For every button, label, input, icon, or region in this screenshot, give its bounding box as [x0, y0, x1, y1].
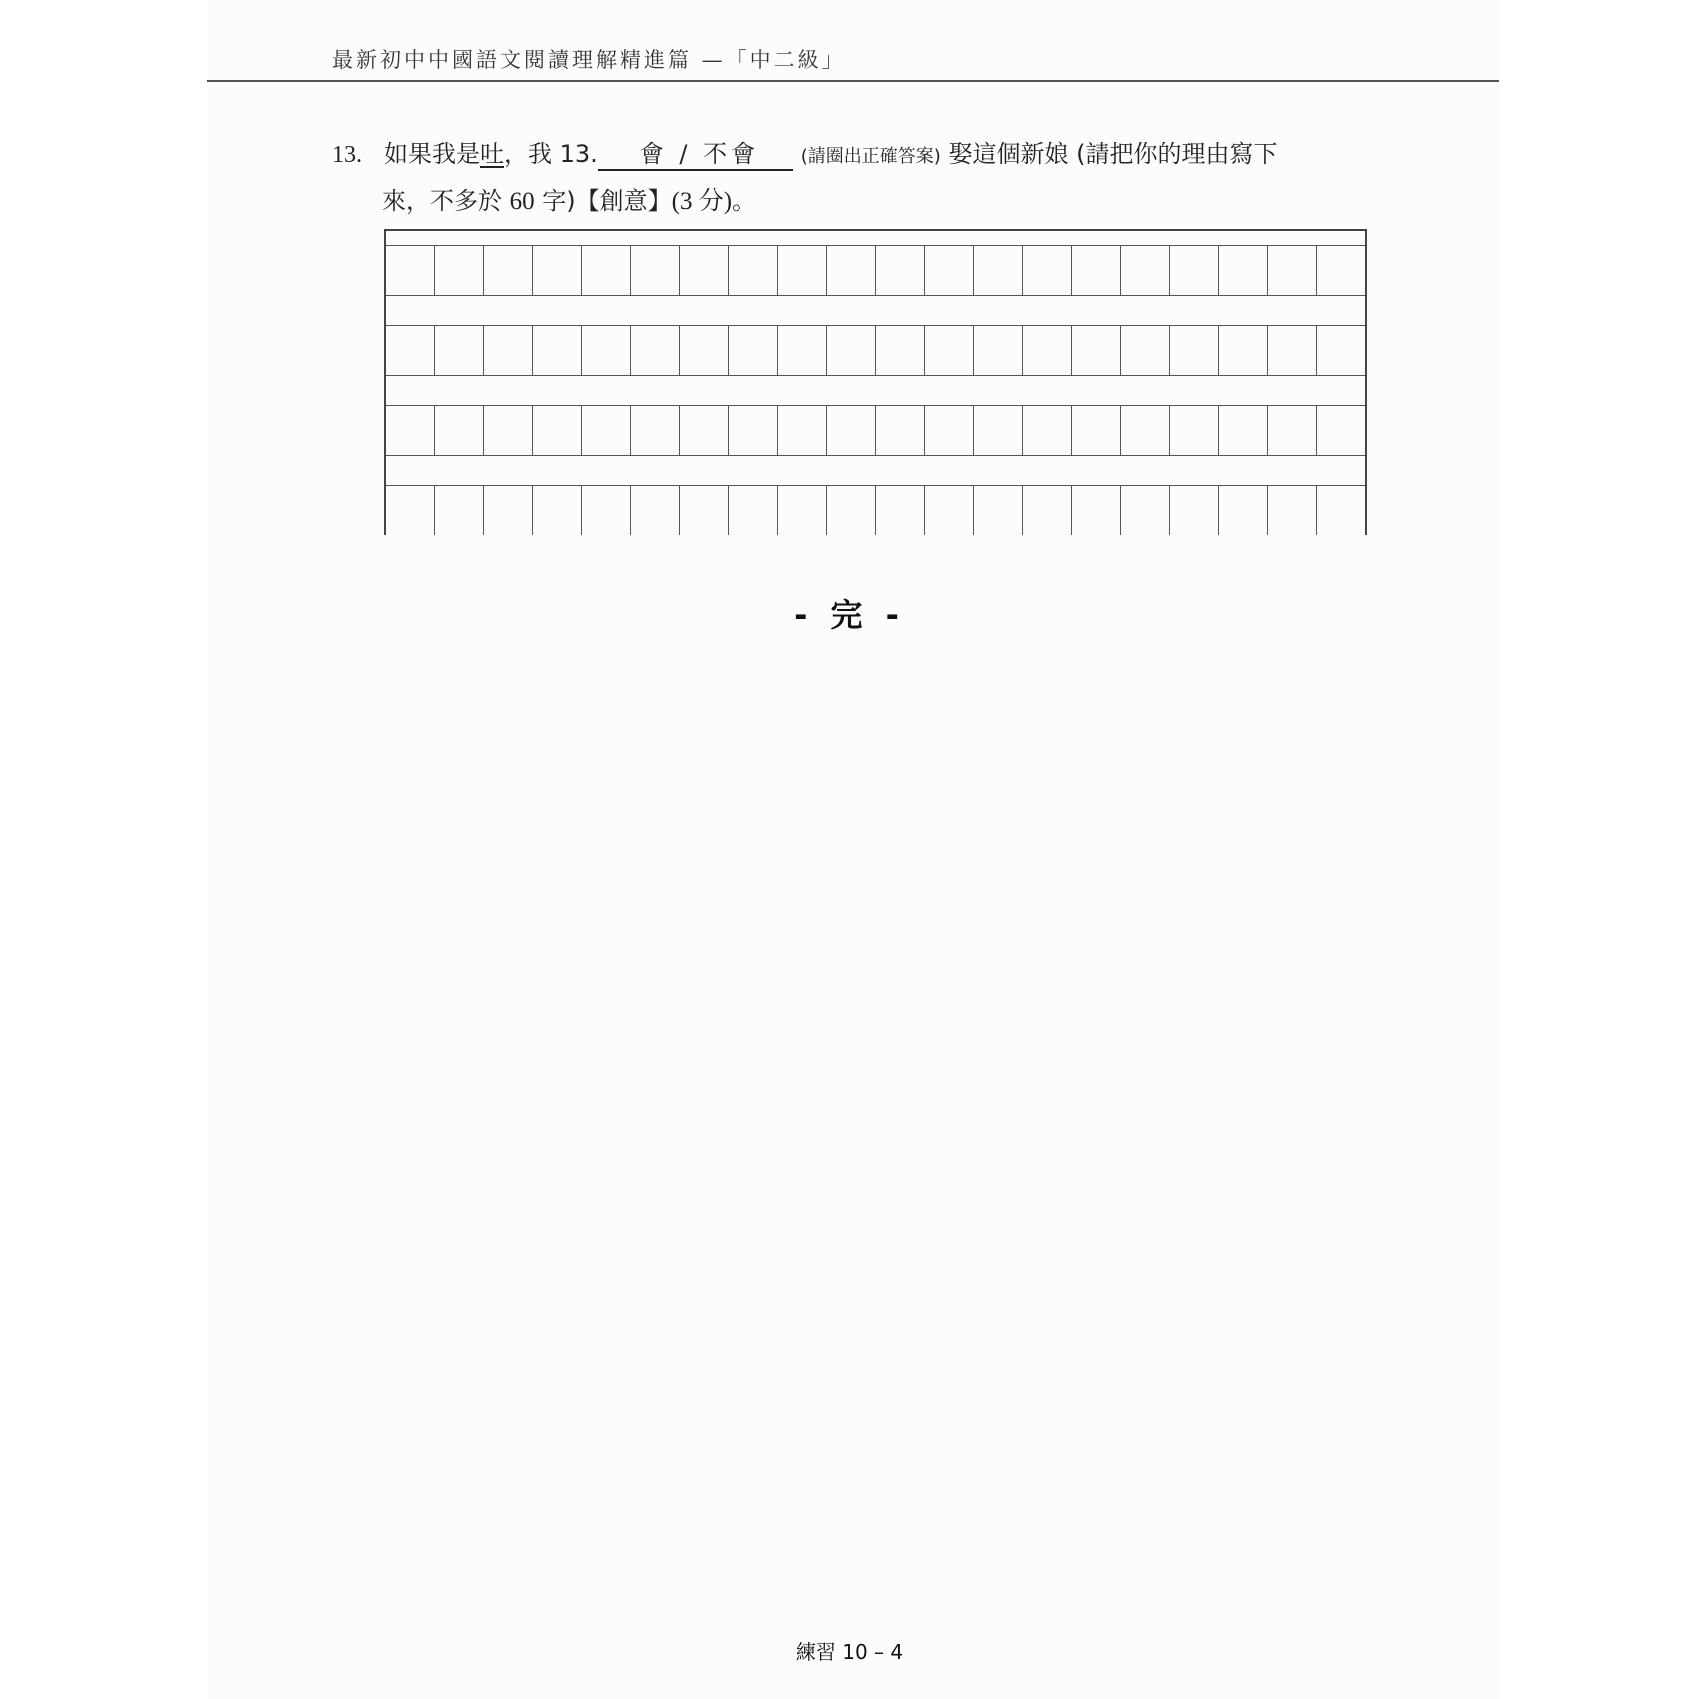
grid-row — [386, 486, 1365, 535]
grid-cell[interactable] — [1317, 406, 1365, 455]
grid-cell[interactable] — [925, 486, 974, 535]
grid-cell[interactable] — [1268, 406, 1317, 455]
grid-cell[interactable] — [533, 406, 582, 455]
grid-cell[interactable] — [1268, 326, 1317, 375]
grid-cell[interactable] — [1121, 246, 1170, 295]
grid-cell[interactable] — [533, 246, 582, 295]
question-13 — [332, 132, 1352, 224]
grid-cell[interactable] — [876, 406, 925, 455]
page-number: 練習 10 – 4 — [795, 1640, 904, 1664]
marks-label: (3 分) — [671, 188, 733, 215]
grid-cell[interactable] — [778, 326, 827, 375]
grid-spacer — [386, 296, 1365, 326]
circle-instruction: (請圈出正確答案) — [800, 146, 941, 167]
grid-row — [386, 326, 1365, 376]
grid-cell[interactable] — [827, 326, 876, 375]
running-header: 最新初中中國語文閱讀理解精進篇 —「中二級」 — [332, 48, 846, 72]
grid-cell[interactable] — [827, 406, 876, 455]
grid-cell[interactable] — [778, 246, 827, 295]
grid-cell[interactable] — [582, 326, 631, 375]
end-mark: - 完 - — [794, 596, 905, 634]
grid-cell[interactable] — [533, 326, 582, 375]
grid-cell[interactable] — [1317, 326, 1365, 375]
grid-cell[interactable] — [876, 486, 925, 535]
grid-cell[interactable] — [582, 406, 631, 455]
grid-cell[interactable] — [1170, 486, 1219, 535]
grid-cell[interactable] — [827, 246, 876, 295]
grid-cell[interactable] — [386, 326, 435, 375]
word-limit: 60 — [509, 188, 535, 215]
question-line-2 — [332, 179, 1352, 224]
grid-cell[interactable] — [1268, 246, 1317, 295]
grid-cell[interactable] — [1121, 326, 1170, 375]
grid-cell[interactable] — [680, 406, 729, 455]
header-divider — [207, 80, 1499, 82]
character-name: 吐 — [480, 140, 504, 168]
grid-cell[interactable] — [484, 406, 533, 455]
grid-cell[interactable] — [386, 406, 435, 455]
grid-cell[interactable] — [876, 246, 925, 295]
grid-cell[interactable] — [533, 486, 582, 535]
grid-cell[interactable] — [925, 246, 974, 295]
grid-row — [386, 406, 1365, 456]
question-text-a: 如果我是 — [384, 140, 480, 168]
grid-cell[interactable] — [582, 246, 631, 295]
question-number: 13. — [332, 142, 362, 168]
grid-cell[interactable] — [435, 406, 484, 455]
grid-cell[interactable] — [1170, 326, 1219, 375]
grid-cell[interactable] — [974, 406, 1023, 455]
grid-cell[interactable] — [729, 326, 778, 375]
grid-cell[interactable] — [1317, 246, 1365, 295]
grid-cell[interactable] — [729, 406, 778, 455]
question-text-b: ，我 13. — [504, 140, 598, 168]
question-text-c: 娶這個新娘 (請把你的理由寫下 — [940, 140, 1278, 168]
grid-cell[interactable] — [1023, 246, 1072, 295]
grid-cell[interactable] — [925, 326, 974, 375]
grid-cell[interactable] — [1219, 406, 1268, 455]
grid-cell[interactable] — [1023, 406, 1072, 455]
grid-cell[interactable] — [582, 486, 631, 535]
grid-cell[interactable] — [631, 326, 680, 375]
question-line2-b: 字)【創意】 — [534, 187, 672, 215]
grid-cell[interactable] — [1219, 486, 1268, 535]
grid-spacer — [386, 456, 1365, 486]
grid-cell[interactable] — [729, 246, 778, 295]
grid-cell[interactable] — [435, 246, 484, 295]
question-line-1 — [332, 132, 1352, 179]
grid-cell[interactable] — [631, 486, 680, 535]
grid-cell[interactable] — [435, 326, 484, 375]
grid-cell[interactable] — [631, 246, 680, 295]
grid-cell[interactable] — [1268, 486, 1317, 535]
answer-blank[interactable]: 會 / 不會 — [598, 139, 793, 171]
grid-cell[interactable] — [631, 406, 680, 455]
grid-cell[interactable] — [680, 326, 729, 375]
grid-cell[interactable] — [1072, 326, 1121, 375]
grid-spacer — [386, 376, 1365, 406]
grid-cell[interactable] — [1072, 486, 1121, 535]
grid-cell[interactable] — [484, 486, 533, 535]
grid-cell[interactable] — [974, 246, 1023, 295]
grid-cell[interactable] — [1023, 326, 1072, 375]
grid-cell[interactable] — [1170, 406, 1219, 455]
grid-cell[interactable] — [974, 326, 1023, 375]
grid-cell[interactable] — [484, 246, 533, 295]
grid-cell[interactable] — [680, 486, 729, 535]
question-line2-a: 來，不多於 — [382, 187, 510, 215]
grid-cell[interactable] — [1317, 486, 1365, 535]
grid-cell[interactable] — [778, 406, 827, 455]
grid-cell[interactable] — [1121, 486, 1170, 535]
grid-top-band — [386, 231, 1365, 246]
grid-row — [386, 246, 1365, 296]
grid-cell[interactable] — [1219, 326, 1268, 375]
grid-cell[interactable] — [1072, 246, 1121, 295]
grid-cell[interactable] — [925, 406, 974, 455]
grid-cell[interactable] — [876, 326, 925, 375]
grid-cell[interactable] — [827, 486, 876, 535]
grid-cell[interactable] — [1219, 246, 1268, 295]
grid-cell[interactable] — [974, 486, 1023, 535]
answer-grid[interactable] — [384, 229, 1367, 535]
grid-cell[interactable] — [386, 246, 435, 295]
grid-cell[interactable] — [1023, 486, 1072, 535]
grid-cell[interactable] — [435, 486, 484, 535]
question-line2-end: 。 — [732, 187, 757, 215]
grid-cell[interactable] — [1170, 246, 1219, 295]
grid-cell[interactable] — [484, 326, 533, 375]
grid-cell[interactable] — [1121, 406, 1170, 455]
grid-cell[interactable] — [778, 486, 827, 535]
grid-cell[interactable] — [680, 246, 729, 295]
grid-cell[interactable] — [1072, 406, 1121, 455]
grid-cell[interactable] — [386, 486, 435, 535]
grid-cell[interactable] — [729, 486, 778, 535]
